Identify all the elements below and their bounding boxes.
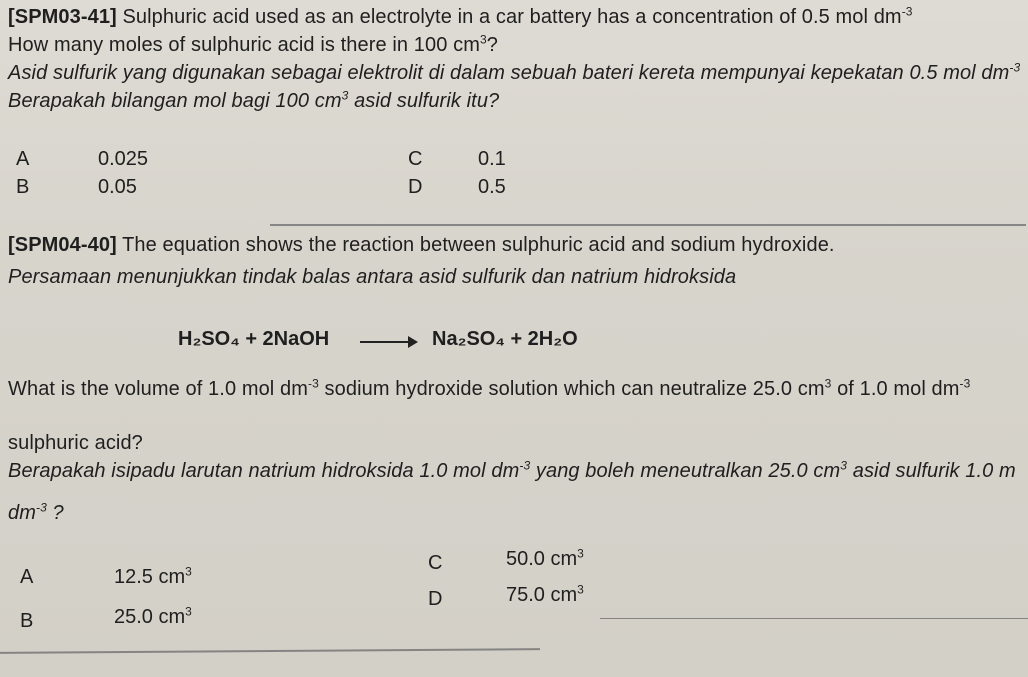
q1-line1-ms: Asid sulfurik yang digunakan sebagai elektrolit di dalam sebuah bateri kereta mempunyai kepekatan 0.5 mol $dm^{-3}$	[8, 60, 1021, 84]
q1-option-b-letter[interactable]: B	[16, 176, 30, 198]
q2-code: [SPM04-40]	[8, 234, 117, 256]
q2-option-c-letter[interactable]: C	[428, 552, 443, 574]
q1-option-d-letter[interactable]: D	[408, 176, 423, 198]
bottom-divider-right	[600, 618, 1028, 619]
q1-option-a-letter[interactable]: A	[16, 148, 30, 170]
q2-option-a-value: 12.5 $cm^3$	[114, 564, 192, 588]
bottom-divider-left	[0, 648, 540, 654]
q2-option-d-letter[interactable]: D	[428, 588, 443, 610]
q1-option-c-value: 0.1	[478, 148, 506, 170]
reaction-arrow-icon	[360, 341, 416, 343]
q2-line2-ms: Berapakah isipadu larutan natrium hidroksida 1.0 mol $dm^{-3}$ yang boleh meneutralkan 25.0 $cm^3$ asid sulfurik 1.0 m	[8, 458, 1016, 482]
q2-line1-en: [SPM04-40] The equation shows the reaction between sulphuric acid and sodium hydroxide.	[8, 234, 835, 256]
divider-q1-q2	[270, 224, 1026, 226]
equation-reactants: H₂SO₄ + 2NaOH	[178, 328, 330, 350]
q2-line1-ms: Persamaan menunjukkan tindak balas antara asid sulfurik dan natrium hidroksida	[8, 266, 737, 288]
q1-option-d-value: 0.5	[478, 176, 506, 198]
q2-line3-ms: $dm^{-3}$ ?	[8, 500, 64, 524]
q2-option-a-letter[interactable]: A	[20, 566, 34, 588]
q2-option-d-value: 75.0 $cm^3$	[506, 582, 584, 606]
q1-line2-en: How many moles of sulphuric acid is there in 100 $cm^3$?	[8, 32, 498, 56]
q2-line2-en: What is the volume of 1.0 mol $dm^{-3}$ sodium hydroxide solution which can neutralize 25.0 $cm^3$ of 1.0 mol $dm^{-3}$	[8, 376, 971, 400]
q1-line1-en: [SPM03-41] Sulphuric acid used as an electrolyte in a car battery has a concentration of 0.5 mol $dm^{-3}$	[8, 4, 913, 28]
q2-line3-en: sulphuric acid?	[8, 432, 143, 454]
q2-option-c-value: 50.0 $cm^3$	[506, 546, 584, 570]
q1-code: [SPM03-41]	[8, 6, 117, 28]
q1-line2-ms: Berapakah bilangan mol bagi 100 $cm^3$ asid sulfurik itu?	[8, 88, 500, 112]
equation-products: Na₂SO₄ + 2H₂O	[432, 328, 578, 350]
q1-option-a-value: 0.025	[98, 148, 149, 170]
q2-option-b-value: 25.0 $cm^3$	[114, 604, 192, 628]
q1-option-b-value: 0.05	[98, 176, 137, 198]
q1-option-c-letter[interactable]: C	[408, 148, 423, 170]
q2-option-b-letter[interactable]: B	[20, 610, 34, 632]
